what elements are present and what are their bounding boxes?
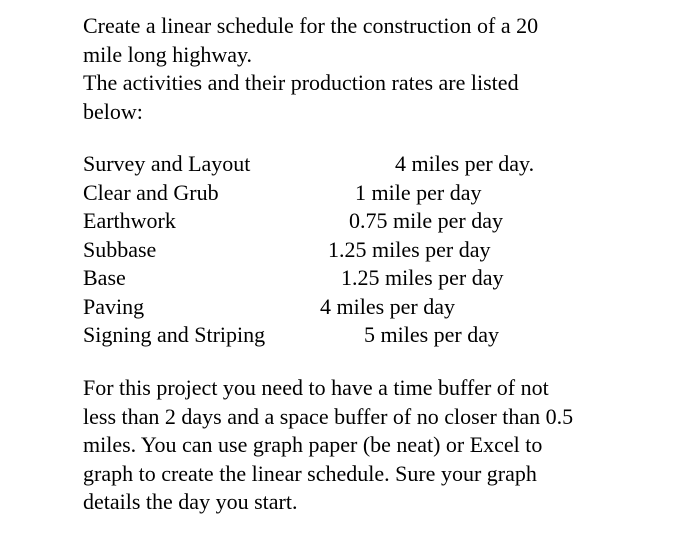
activity-row	[83, 150, 623, 179]
activity-row	[83, 293, 623, 322]
activity-row	[83, 207, 623, 236]
activity-name: Survey and Layout	[83, 151, 251, 176]
activity-name: Paving	[83, 293, 145, 319]
intro-line: Create a linear schedule for the construction of a 20	[83, 13, 539, 38]
instructions-line: graph to create the linear schedule. Sure your graph	[83, 460, 537, 486]
instructions-paragraph	[83, 374, 643, 517]
intro-line: below:	[83, 98, 143, 124]
activity-rate: 1 mile per day	[355, 179, 482, 205]
activity-rate: 1.25 miles per day	[341, 265, 504, 290]
intro-line: mile long highway.	[83, 41, 253, 67]
instructions-line: details the day you start.	[83, 489, 298, 514]
activity-row	[83, 264, 623, 293]
activity-rate: 4 miles per day.	[395, 151, 535, 176]
intro-line: The activities and their production rates are listed	[83, 70, 519, 95]
activity-row	[83, 321, 623, 350]
activity-name: Signing and Striping	[83, 322, 266, 347]
instructions-line: For this project you need to have a time buffer of not	[83, 375, 549, 400]
activity-name: Base	[83, 265, 126, 290]
instructions-line: miles. You can use graph paper (be neat) or Excel to	[83, 432, 543, 457]
activity-row	[83, 179, 623, 208]
activity-row	[83, 236, 623, 265]
instructions-line: less than 2 days and a space buffer of no closer than 0.5	[83, 403, 574, 429]
activity-rate: 0.75 mile per day	[349, 208, 503, 233]
activity-name: Clear and Grub	[83, 179, 219, 205]
activity-name: Earthwork	[83, 208, 176, 233]
activity-rate: 4 miles per day	[320, 293, 456, 319]
activity-rate: 1.25 miles per day	[328, 236, 491, 262]
activity-name: Subbase	[83, 236, 157, 262]
activity-list	[83, 150, 623, 350]
activity-rate: 5 miles per day	[364, 322, 500, 347]
intro-paragraph	[83, 12, 643, 126]
